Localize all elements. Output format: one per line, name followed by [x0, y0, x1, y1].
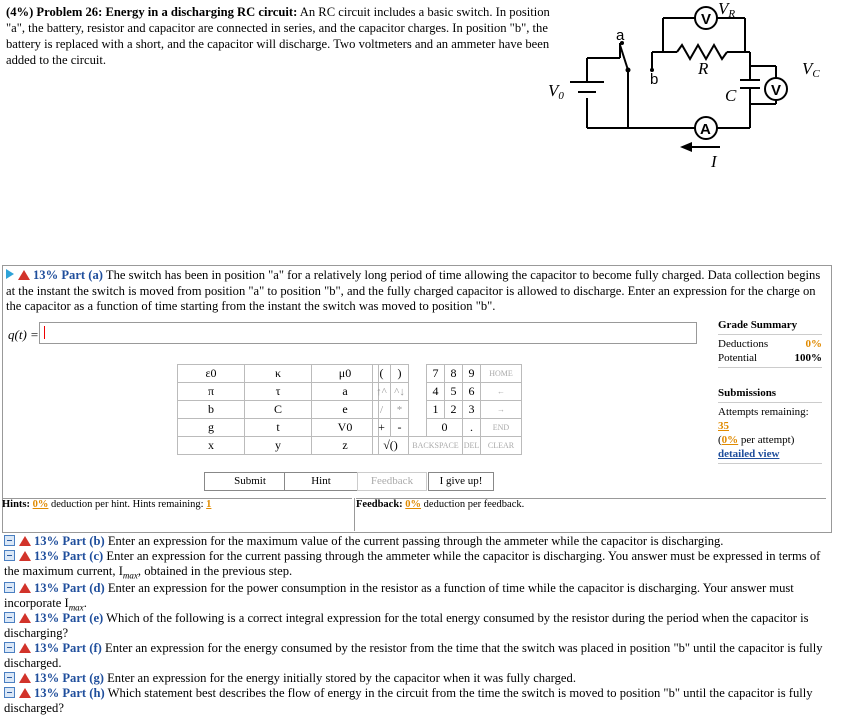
key-3[interactable]: 3	[463, 401, 481, 419]
resistor-label: R	[698, 59, 709, 78]
key-1[interactable]: 1	[427, 401, 445, 419]
switch-label-b: b	[650, 71, 659, 88]
part-tail: .	[83, 596, 87, 610]
key-superscript[interactable]: ↑^	[373, 383, 391, 401]
feedback-pct: 0%	[405, 499, 422, 510]
switch-label-a: a	[616, 27, 625, 44]
collapse-icon[interactable]	[4, 672, 15, 683]
answer-label: q(t) =	[8, 327, 39, 342]
part-e-item[interactable]	[4, 611, 832, 641]
problem-title: Energy in a discharging RC circuit:	[105, 5, 298, 19]
part-a-text: The switch has been in position "a" for a relatively long period of time allowing the capacitor to become fully charged. Data collection begins at the instant the switch is moved from position "a" to position "b", and the fully charged capacitor is allowed to discharge. Enter an expression for the charge on the capacitor as a function of time starting from the instant the switch was moved to position "b".	[6, 268, 821, 313]
switch-blade	[620, 45, 628, 70]
detailed-view-link[interactable]: detailed view	[718, 448, 780, 460]
key-divide[interactable]: /	[373, 401, 391, 419]
part-label[interactable]: 13% Part (d)	[34, 581, 105, 595]
numeric-keypad	[372, 364, 522, 455]
key-kappa[interactable]: κ	[245, 365, 312, 383]
collapse-icon[interactable]	[4, 582, 15, 593]
hints-pct: 0%	[32, 499, 49, 510]
key-9[interactable]: 9	[463, 365, 481, 383]
part-b-item[interactable]	[4, 534, 832, 549]
warning-icon	[19, 673, 31, 683]
key-subscript[interactable]: ^↓	[391, 383, 409, 401]
part-sub: max	[68, 602, 84, 613]
circuit-diagram	[540, 0, 840, 175]
text-cursor	[44, 326, 45, 339]
key-left-arrow[interactable]: ←	[481, 383, 522, 401]
part-label[interactable]: 13% Part (h)	[34, 686, 105, 700]
part-text: Enter an expression for the energy initially stored by the capacitor when it was fully charged.	[107, 671, 576, 685]
problem-prefix: (4%) Problem 26:	[6, 5, 103, 19]
key-epsilon0[interactable]: ε0	[178, 365, 245, 383]
key-plus[interactable]: +	[373, 419, 391, 437]
hints-remaining: 1	[206, 499, 212, 510]
collapse-icon[interactable]	[4, 612, 15, 623]
deductions-label: Deductions	[718, 338, 769, 350]
key-pi[interactable]: π	[178, 383, 245, 401]
key-b[interactable]: b	[178, 401, 245, 419]
key-right-arrow[interactable]: →	[481, 401, 522, 419]
give-up-button[interactable]: I give up!	[428, 472, 494, 491]
deductions-value: 0%	[805, 338, 822, 350]
key-6[interactable]: 6	[463, 383, 481, 401]
capacitor-label: C	[725, 86, 737, 105]
collapse-icon[interactable]	[4, 642, 15, 653]
part-g-item[interactable]	[4, 671, 832, 686]
current-arrow-icon	[680, 142, 692, 152]
key-open-paren[interactable]: (	[373, 365, 391, 383]
key-mu0[interactable]: μ0	[312, 365, 379, 383]
key-4[interactable]: 4	[427, 383, 445, 401]
key-7[interactable]: 7	[427, 365, 445, 383]
attempts-value: 35	[718, 420, 729, 432]
voltmeter-c-label: V	[771, 82, 782, 99]
divider	[354, 498, 355, 531]
part-label[interactable]: 13% Part (f)	[34, 641, 102, 655]
collapse-icon[interactable]	[4, 687, 15, 698]
part-text: Enter an expression for the current passing through the ammeter while the capacitor is discharging. You answer must be expressed in terms of the maximum current, I	[4, 549, 821, 578]
part-tail: , obtained in the previous step.	[137, 564, 293, 578]
warning-icon	[19, 688, 31, 698]
key-end[interactable]: END	[481, 419, 522, 437]
warning-icon	[19, 583, 31, 593]
feedback-button[interactable]: Feedback	[357, 472, 427, 491]
answer-input[interactable]	[39, 322, 697, 344]
key-del[interactable]: DEL	[463, 437, 481, 455]
key-v0[interactable]: V0	[312, 419, 379, 437]
part-label[interactable]: 13% Part (b)	[34, 534, 105, 548]
voltmeter-r-label: V	[701, 11, 712, 28]
key-minus[interactable]: -	[391, 419, 409, 437]
key-z[interactable]: z	[312, 437, 379, 455]
key-5[interactable]: 5	[445, 383, 463, 401]
warning-icon	[19, 613, 31, 623]
feedback-label: Feedback:	[356, 499, 403, 510]
part-a-question	[6, 268, 826, 315]
key-e[interactable]: e	[312, 401, 379, 419]
feedback-text: deduction per feedback.	[423, 499, 525, 510]
part-sub: max	[122, 570, 138, 581]
key-multiply[interactable]: *	[391, 401, 409, 419]
problem-statement	[6, 4, 551, 68]
key-dot[interactable]: .	[463, 419, 481, 437]
part-text: Enter an expression for the maximum value of the current passing through the ammeter while the capacitor is discharging.	[107, 534, 724, 548]
grade-summary: Grade Summary Deductions 0% Potential 100% Submissions Attempts remaining: 35 (0% per attempt) detailed view	[718, 318, 822, 466]
collapse-icon[interactable]	[4, 535, 15, 546]
feedback-bar	[356, 498, 826, 516]
key-y[interactable]: y	[245, 437, 312, 455]
part-text: Enter an expression for the power consumption in the resistor as a function of time while the capacitor is discharging. Your answer must incorporate I	[4, 581, 794, 610]
key-c[interactable]: C	[245, 401, 312, 419]
potential-label: Potential	[718, 352, 758, 364]
per-attempt-pct: 0%	[721, 434, 739, 446]
ammeter-label: A	[700, 121, 711, 138]
key-x[interactable]: x	[178, 437, 245, 455]
key-sqrt[interactable]: √()	[373, 437, 409, 455]
warning-icon	[19, 536, 31, 546]
key-home[interactable]: HOME	[481, 365, 522, 383]
key-clear[interactable]: CLEAR	[481, 437, 522, 455]
key-close-paren[interactable]: )	[391, 365, 409, 383]
key-backspace[interactable]: BACKSPACE	[409, 437, 463, 455]
part-h-item[interactable]	[4, 686, 832, 716]
vr-label: VR	[718, 0, 736, 20]
part-text: Enter an expression for the energy consumed by the resistor from the time that the switch was placed in position "b" until the capacitor is fully discharged.	[4, 641, 823, 670]
part-text: Which statement best describes the flow of energy in the circuit from the time the switch is moved to position "b" until the capacitor is fully discharged?	[4, 686, 813, 715]
warning-icon	[19, 551, 31, 561]
hints-label: Hints:	[2, 499, 31, 510]
hints-text: deduction per hint. Hints remaining:	[51, 499, 204, 510]
warning-icon	[18, 270, 30, 280]
submit-button[interactable]: Submit	[204, 472, 296, 491]
part-a-label[interactable]: 13% Part (a)	[33, 268, 103, 282]
key-tau[interactable]: τ	[245, 383, 312, 401]
attempts-label: Attempts remaining:	[718, 406, 809, 418]
part-label[interactable]: 13% Part (g)	[34, 671, 104, 685]
play-icon[interactable]	[6, 269, 14, 279]
key-t[interactable]: t	[245, 419, 312, 437]
key-0[interactable]: 0	[427, 419, 463, 437]
hints-bar	[2, 498, 352, 516]
key-g[interactable]: g	[178, 419, 245, 437]
collapse-icon[interactable]	[4, 550, 15, 561]
per-attempt-text: per attempt)	[740, 434, 795, 446]
current-label: I	[711, 152, 717, 171]
grade-summary-title: Grade Summary	[718, 319, 798, 331]
hint-button[interactable]: Hint	[284, 472, 358, 491]
potential-value: 100%	[794, 352, 822, 364]
part-label[interactable]: 13% Part (c)	[34, 549, 104, 563]
problem-body: An RC circuit includes a basic switch. In position "a", the battery, resistor and capacitor are connected in series, and the capacitor charges. In position "b", the battery is replaced with a short, and the capacitor will discharge. Two voltmeters and an ammeter have been added to the circuit.	[6, 5, 550, 67]
symbol-keypad	[177, 364, 379, 455]
key-2[interactable]: 2	[445, 401, 463, 419]
key-8[interactable]: 8	[445, 365, 463, 383]
part-c-item[interactable]	[4, 549, 832, 584]
battery-label: V0	[548, 81, 564, 102]
key-a[interactable]: a	[312, 383, 379, 401]
part-f-item[interactable]	[4, 641, 832, 671]
resistor	[677, 45, 727, 59]
part-text: Which of the following is a correct integral expression for the total energy consumed by the resistor during the period when the capacitor is discharging?	[4, 611, 809, 640]
vc-label: VC	[802, 59, 820, 80]
part-label[interactable]: 13% Part (e)	[34, 611, 104, 625]
warning-icon	[19, 643, 31, 653]
submissions-title: Submissions	[718, 387, 777, 399]
